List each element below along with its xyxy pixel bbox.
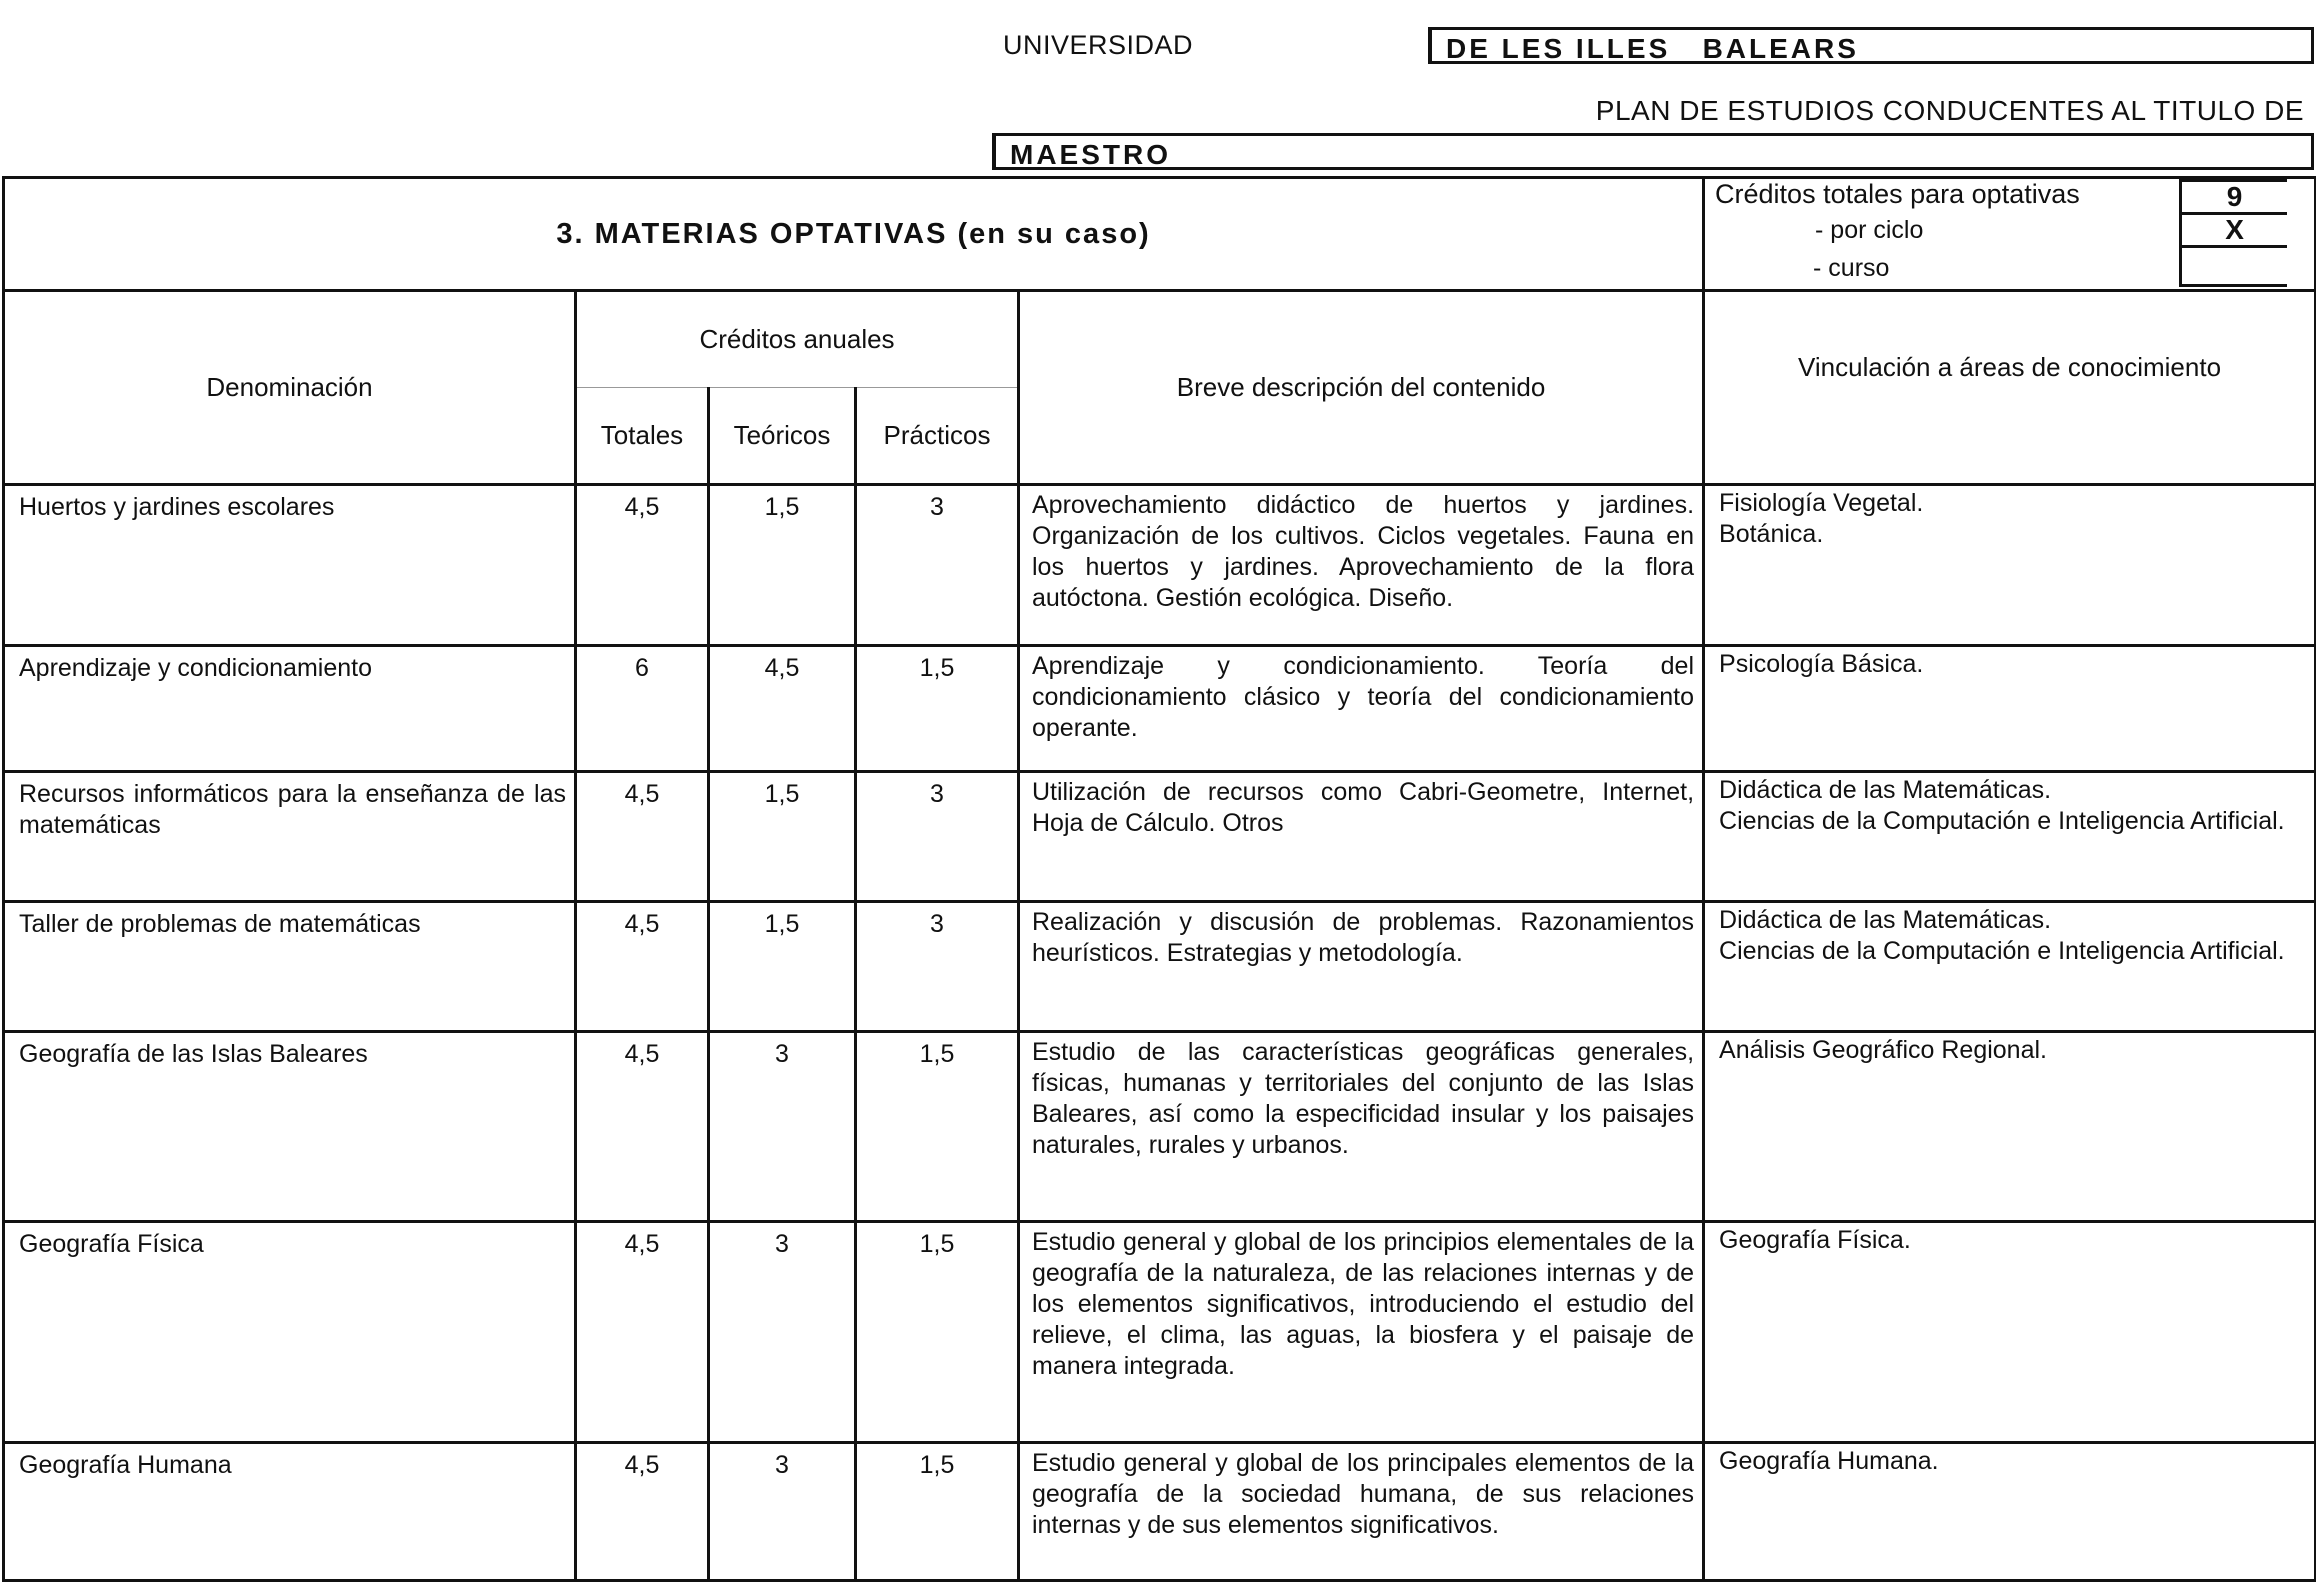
table-row	[4, 1443, 2316, 1581]
row-areas	[1704, 772, 2316, 902]
credits-summary	[1705, 179, 2314, 287]
row-name: Taller de problemas de matemáticas	[4, 902, 576, 1032]
row-area: Ciencias de la Computación e Inteligencia Artificial.	[1719, 937, 2285, 965]
universidad-name: DE LES ILLES BALEARS	[1446, 33, 1859, 64]
col-vinculacion	[1704, 291, 2316, 485]
titulo-value: MAESTRO	[1010, 139, 1171, 170]
row-name: Huertos y jardines escolares	[4, 485, 576, 646]
row-areas	[1704, 902, 2316, 1032]
row-teoricos: 1,5	[709, 772, 856, 902]
credits-total-value: 9	[2179, 179, 2287, 215]
row-practicos: 1,5	[856, 646, 1019, 772]
row-practicos: 1,5	[856, 1032, 1019, 1222]
row-description: Estudio general y global de los principios elementales de la geografía de la naturaleza, de las relaciones internas y de los elementos significativos, introduciendo el estudio del relieve, el clima, las aguas, la biosfera y el paisaje de manera integrada.	[1019, 1222, 1704, 1443]
section-title: 3. MATERIAS OPTATIVAS (en su caso)	[4, 178, 1704, 291]
table-row	[4, 772, 2316, 902]
row-teoricos: 3	[709, 1222, 856, 1443]
row-area: Geografía Humana.	[1719, 1447, 1939, 1475]
row-area: Fisiología Vegetal.	[1719, 489, 1924, 517]
credits-summary-cell	[1704, 178, 2316, 291]
row-description: Realización y discusión de problemas. Razonamientos heurísticos. Estrategias y metodología.	[1019, 902, 1704, 1032]
row-area: Didáctica de las Matemáticas.	[1719, 906, 2052, 934]
table-row	[4, 1032, 2316, 1222]
row-teoricos: 3	[709, 1032, 856, 1222]
row-totales: 4,5	[576, 1443, 709, 1581]
por-ciclo-value: X	[2179, 212, 2287, 248]
row-area: Botánica.	[1719, 520, 1824, 548]
por-ciclo-label: - por ciclo	[1815, 216, 1924, 244]
materias-optativas-table	[2, 176, 2316, 1582]
col-vinculacion-label: Vinculación a áreas de conocimiento	[1798, 352, 2222, 382]
row-totales: 4,5	[576, 902, 709, 1032]
col-teoricos: Teóricos	[709, 388, 856, 485]
table-row	[4, 646, 2316, 772]
row-practicos: 3	[856, 485, 1019, 646]
column-header-row	[4, 291, 2316, 388]
credits-total-label: Créditos totales para optativas	[1715, 179, 2080, 209]
row-areas	[1704, 1222, 2316, 1443]
row-practicos: 1,5	[856, 1443, 1019, 1581]
col-creditos-anuales: Créditos anuales	[576, 291, 1019, 388]
row-totales: 4,5	[576, 1032, 709, 1222]
row-name: Geografía de las Islas Baleares	[4, 1032, 576, 1222]
curso-value	[2179, 245, 2287, 287]
row-description: Aprovechamiento didáctico de huertos y jardines. Organización de los cultivos. Ciclos vegetales. Fauna en los huertos y jardines. Aprovechamiento de la flora autóctona. Gestión ecológica. Diseño.	[1019, 485, 1704, 646]
row-totales: 6	[576, 646, 709, 772]
table-row	[4, 902, 2316, 1032]
row-areas	[1704, 1032, 2316, 1222]
col-practicos: Prácticos	[856, 388, 1019, 485]
row-teoricos: 3	[709, 1443, 856, 1581]
section-title-row	[4, 178, 2316, 291]
row-description: Estudio general y global de los principales elementos de la geografía de la sociedad humana, de sus relaciones internas y de sus elementos significativos.	[1019, 1443, 1704, 1581]
row-name: Recursos informáticos para la enseñanza de las matemáticas	[4, 772, 576, 902]
row-areas	[1704, 1443, 2316, 1581]
row-name: Geografía Física	[4, 1222, 576, 1443]
row-description: Estudio de las características geográficas generales, físicas, humanas y territoriales del conjunto de las Islas Baleares, así como la especificidad insular y los paisajes naturales, rurales y urbanos.	[1019, 1032, 1704, 1222]
col-totales: Totales	[576, 388, 709, 485]
universidad-name-box	[1428, 27, 2314, 64]
titulo-box	[992, 133, 2314, 170]
row-totales: 4,5	[576, 772, 709, 902]
row-areas	[1704, 646, 2316, 772]
row-teoricos: 1,5	[709, 902, 856, 1032]
row-practicos: 3	[856, 902, 1019, 1032]
row-teoricos: 4,5	[709, 646, 856, 772]
col-denominacion: Denominación	[4, 291, 576, 485]
row-area: Didáctica de las Matemáticas.	[1719, 776, 2052, 804]
row-practicos: 1,5	[856, 1222, 1019, 1443]
plan-label: PLAN DE ESTUDIOS CONDUCENTES AL TITULO DE	[1595, 95, 2304, 126]
row-areas	[1704, 485, 2316, 646]
row-name: Aprendizaje y condicionamiento	[4, 646, 576, 772]
row-teoricos: 1,5	[709, 485, 856, 646]
row-area: Análisis Geográfico Regional.	[1719, 1036, 2047, 1064]
row-name: Geografía Humana	[4, 1443, 576, 1581]
row-area: Ciencias de la Computación e Inteligencia Artificial.	[1719, 807, 2285, 835]
row-totales: 4,5	[576, 1222, 709, 1443]
row-area: Geografía Física.	[1719, 1226, 1911, 1254]
curso-label: - curso	[1813, 254, 1890, 282]
universidad-label: UNIVERSIDAD	[1003, 30, 1194, 60]
row-description: Aprendizaje y condicionamiento. Teoría del condicionamiento clásico y teoría del condicionamiento operante.	[1019, 646, 1704, 772]
row-area: Psicología Básica.	[1719, 650, 1924, 678]
table-row	[4, 485, 2316, 646]
row-totales: 4,5	[576, 485, 709, 646]
col-descripcion: Breve descripción del contenido	[1019, 291, 1704, 485]
row-practicos: 3	[856, 772, 1019, 902]
row-description: Utilización de recursos como Cabri-Geometre, Internet, Hoja de Cálculo. Otros	[1019, 772, 1704, 902]
table-row	[4, 1222, 2316, 1443]
